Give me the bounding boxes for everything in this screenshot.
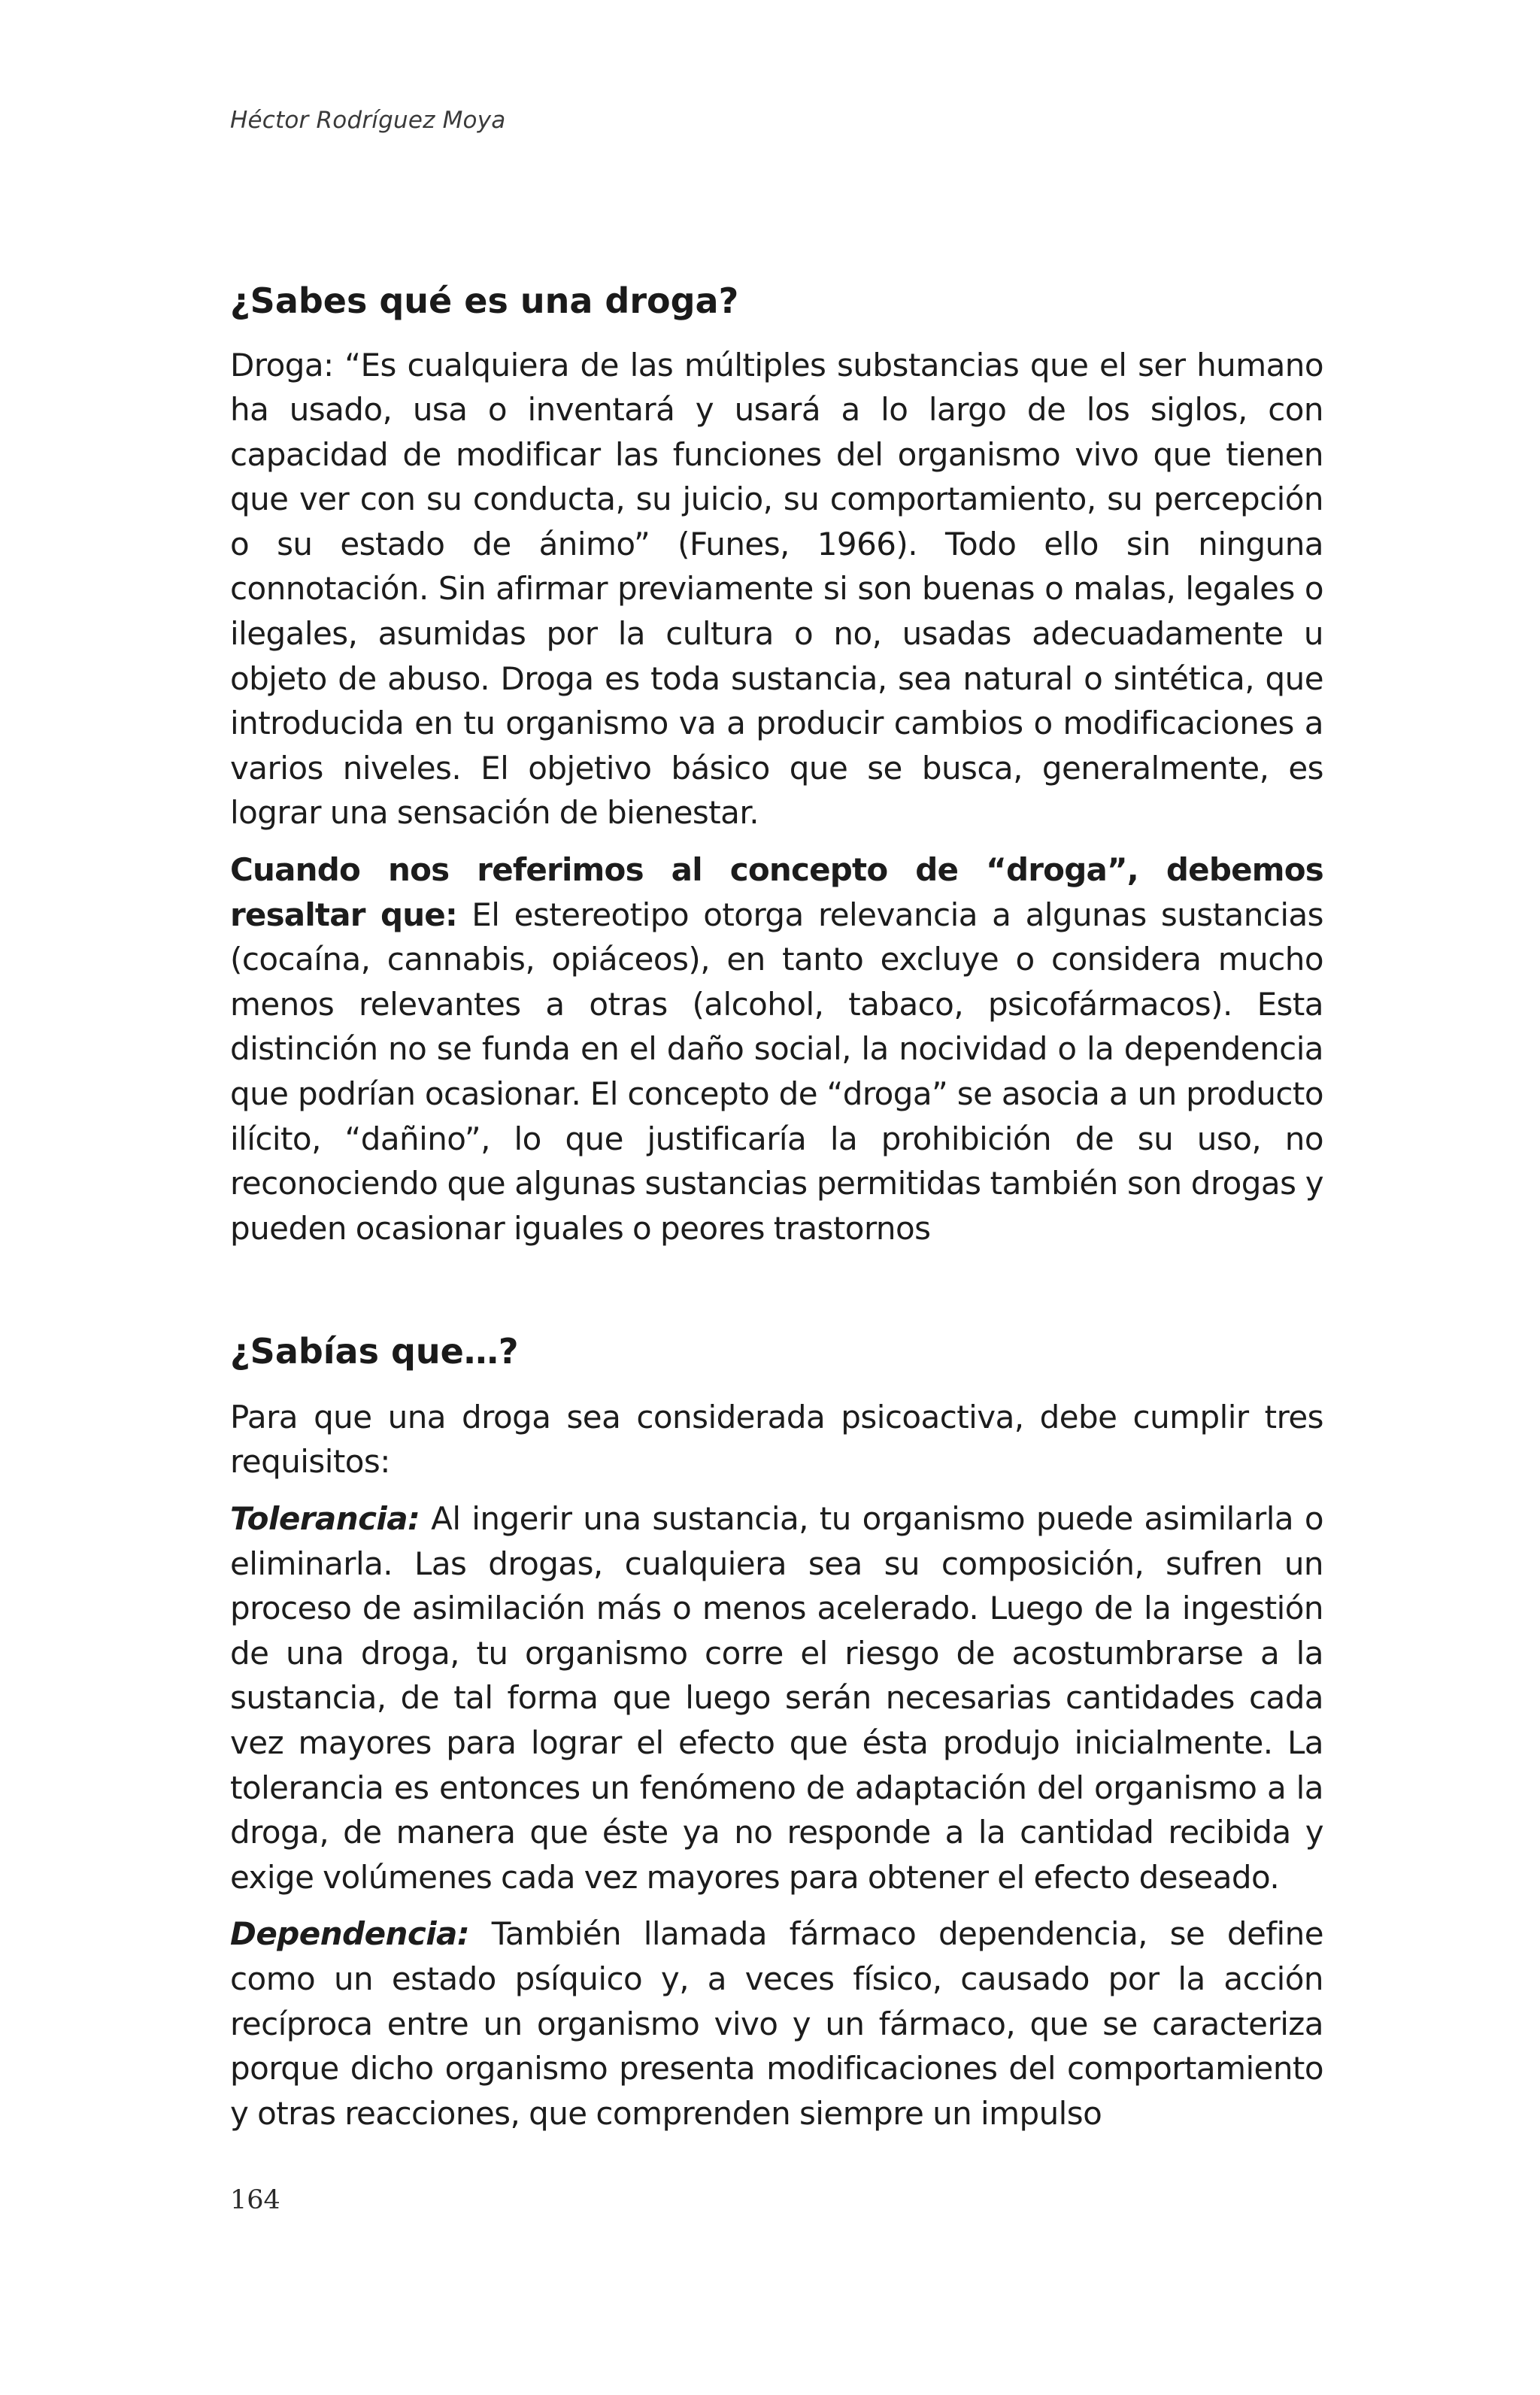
tolerancia-text: Al ingerir una sustancia, tu organismo puede asimilarla o eliminarla. Las drogas, cualquiera sea su composición, sufren un proceso de asimilación más o menos acelerado. Luego de la ingestión de una droga, tu organismo corre el riesgo de acostumbrarse a la sustancia, de tal forma que luego serán necesarias cantidades cada vez mayores para lograr el efecto que ésta produjo inicialmente. La tolerancia es entonces un fenómeno de adaptación del organismo a la droga, de manera que éste ya no responde a la cantidad recibida y exige volúmenes cada vez mayores para obtener el efecto deseado. <box>230 1500 1323 1896</box>
paragraph-definition: Droga: “Es cualquiera de las múltiples substancias que el ser humano ha usado, usa o inventará y usará a lo largo de los siglos, con capacidad de modificar las funciones del organismo vivo que tienen que ver con su conducta, su juicio, su comportamiento, su percepción o su estado de ánimo” (Funes, 1966). Todo ello sin ninguna connotación. Sin afirmar previamente si son buenas o malas, legales o ilegales, asumidas por la cultura o no, usadas adecuadamente u objeto de abuso. Droga es toda sustancia, sea natural o sintética, que introducida en tu organismo va a producir cambios o modificaciones a varios niveles. El objetivo básico que se busca, generalmente, es lograr una sensación de bienestar. <box>230 346 1323 832</box>
running-head-author: Héctor Rodríguez Moya <box>230 107 506 134</box>
paragraph-concept <box>230 847 1323 1251</box>
concept-body: El estereotipo otorga relevancia a algunas sustancias (cocaína, cannabis, opiáceos), en tanto excluye o considera mucho menos relevantes a otras (alcohol, tabaco, psicofármacos). Esta distinción no se funda en el daño social, la nocividad o la dependencia que podrían ocasionar. El concepto de “droga” se asocia a un producto ilícito, “dañino”, lo que justificaría la prohibición de su uso, no reconociendo que algunas sustancias permitidas también son drogas y pueden ocasionar iguales o peores trastornos <box>230 896 1323 1247</box>
term-tolerancia: Tolerancia: <box>230 1500 420 1538</box>
concept-lead: Cuando nos referimos al concepto de “droga”, debemos resaltar que: <box>230 851 1323 933</box>
term-dependencia: Dependencia: <box>230 1915 470 1953</box>
dependencia-text: También llamada fármaco dependencia, se define como un estado psíquico y, a veces físico, causado por la acción recíproca entre un organismo vivo y un fármaco, que se caracteriza porque dicho organismo presenta modificaciones del comportamiento y otras reacciones, que comprenden siempre un impulso <box>230 1915 1323 2132</box>
page-number: 164 <box>230 2185 280 2215</box>
section-title-droga: ¿Sabes qué es una droga? <box>230 280 739 321</box>
page-body <box>230 280 1323 2136</box>
paragraph-dependencia <box>230 1911 1323 2136</box>
paragraph-intro: Para que una droga sea considerada psicoactiva, debe cumplir tres requisitos: <box>230 1398 1323 1481</box>
paragraph-tolerancia <box>230 1496 1323 1899</box>
section-title-sabias: ¿Sabías que…? <box>230 1331 519 1372</box>
